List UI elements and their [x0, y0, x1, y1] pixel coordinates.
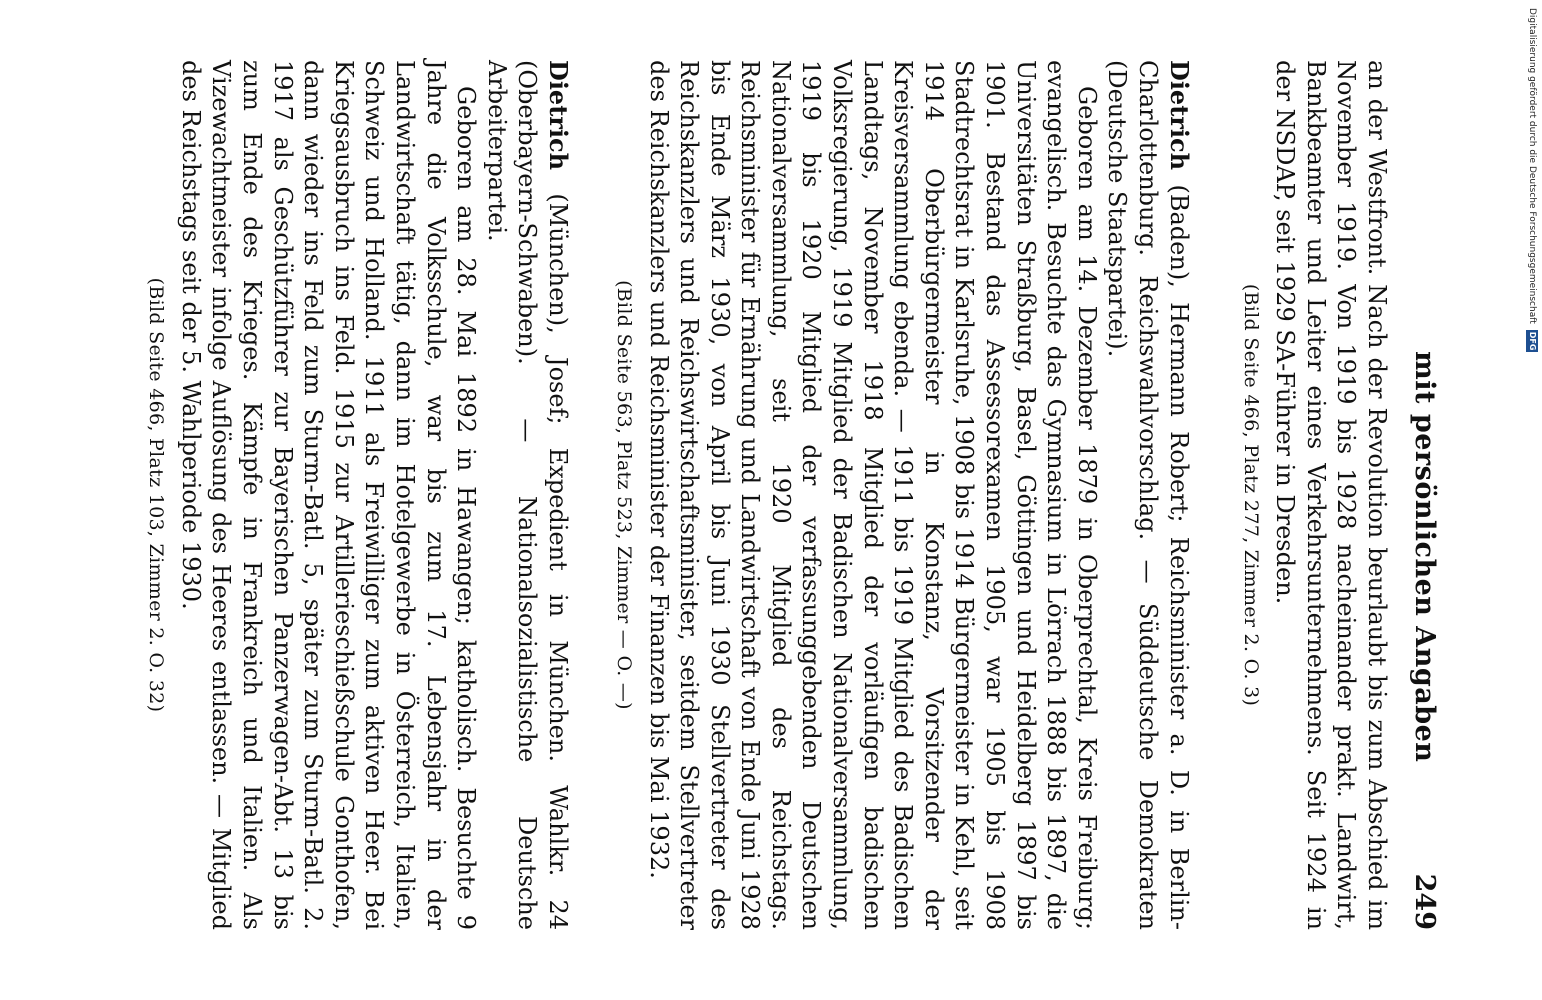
entry-caption: (Bild Seite 563, Platz 523, Zimmer — O. —) [612, 280, 635, 710]
funding-note-text: Digitalisierung gefördert durch die Deutsche Forschungsgemeinschaft [1527, 8, 1537, 324]
entry-continued-text: an der Westfront. Nach der Revolution beurlaubt bis zum Abschied im November 1919. Von 1919 bis 1928 nacheinander prakt. Landwirt, Bankbeamter und Leiter eines Verkehrsunternehmens. Seit 1924 in der NSDAP, seit 1929 SA-Führer in Dresden. [1271, 60, 1391, 930]
funding-note [1525, 8, 1539, 993]
entry-continued [1240, 60, 1392, 930]
entry-dietrich-baden [613, 60, 1194, 930]
entry-header-text: (München), Josef; Expedient in München. Wahlkr. 24 (Oberbayern-Schwaben). — Nationalsozialistische Deutsche Arbeiterpartei. [482, 60, 572, 930]
entry-header-text: (Baden), Hermann Robert; Reichsminister a. D. in Berlin-Charlottenburg. Reichswahlvorschlag. — Süddeutsche Demokraten (Deutsche Staatspartei). [1103, 60, 1193, 930]
page-content [145, 60, 1440, 930]
entry-header [481, 60, 573, 930]
running-title: mit persönlichen Angaben [1409, 351, 1440, 763]
entry-header [1102, 60, 1194, 930]
running-head [1396, 60, 1440, 930]
entry-caption: (Bild Seite 466, Platz 103, Zimmer 2. O. 32) [145, 277, 168, 713]
page-number: 249 [1409, 873, 1440, 930]
dfg-logo: DFG [1528, 331, 1537, 351]
entry-surname: Dietrich [543, 60, 573, 171]
entry-surname: Dietrich [1164, 60, 1194, 171]
funding-note-rotated [1525, 8, 1539, 993]
entry-body: Geboren am 14. Dezember 1879 in Oberprechtal, Kreis Freiburg; evangelisch. Besuchte das Gymnasium in Lörrach 1888 bis 1897, die Universitäten Straßburg, Basel, Göttingen und Heidelberg 1897 bis 1901. Bestand das Assessorexamen 1905, war 1905 bis 1908 Stadtrechtsrat in Karlsruhe, 1908 bis 1914 Bürgermeister in Kehl, seit 1914 Oberbürgermeister in Konstanz, Vorsitzender der Kreisversammlung ebenda. — 1911 bis 1919 Mitglied des Badischen Landtags, November 1918 Mitglied der vorläufigen badischen Volksregierung, 1919 Mitglied der Badischen Nationalversammlung, 1919 bis 1920 Mitglied der verfassunggebenden Deutschen Nationalversammlung, seit 1920 Mitglied des Reichstags. Reichsminister für Ernährung und Landwirtschaft von Ende Juni 1928 bis Ende März 1930, von April bis Juni 1930 Stellvertreter des Reichskanzlers und Reichswirtschaftsminister, seitdem Stellvertreter des Reichskanzlers und Reichsminister der Finanzen bis Mai 1932. [644, 60, 1101, 930]
entry-body: Geboren am 28. Mai 1892 in Hawangen; katholisch. Besuchte 9 Jahre die Volksschule, war bis zum 17. Lebensjahr in der Landwirtschaft tätig, dann im Hotelgewerbe in Österreich, Italien, Schweiz und Holland. 1911 als Freiwilliger zum aktiven Heer. Bei Kriegsausbruch ins Feld. 1915 zur Artillerieschießschule Gonthofen, dann wieder ins Feld zum Sturm-Batl. 5, später zum Sturm-Batl. 2. 1917 als Geschützführer zur Bayerischen Panzerwagen-Abt. 13 bis zum Ende des Krieges. Kämpfe in Frankreich und Italien. Als Vizewachtmeister infolge Auflösung des Heeres entlassen. — Mitglied des Reichstags seit der 5. Wahlperiode 1930. [176, 60, 481, 930]
entry-continued-caption: (Bild Seite 466, Platz 277, Zimmer 2. O. 3) [1239, 283, 1262, 707]
entry-dietrich-muenchen [145, 60, 573, 930]
